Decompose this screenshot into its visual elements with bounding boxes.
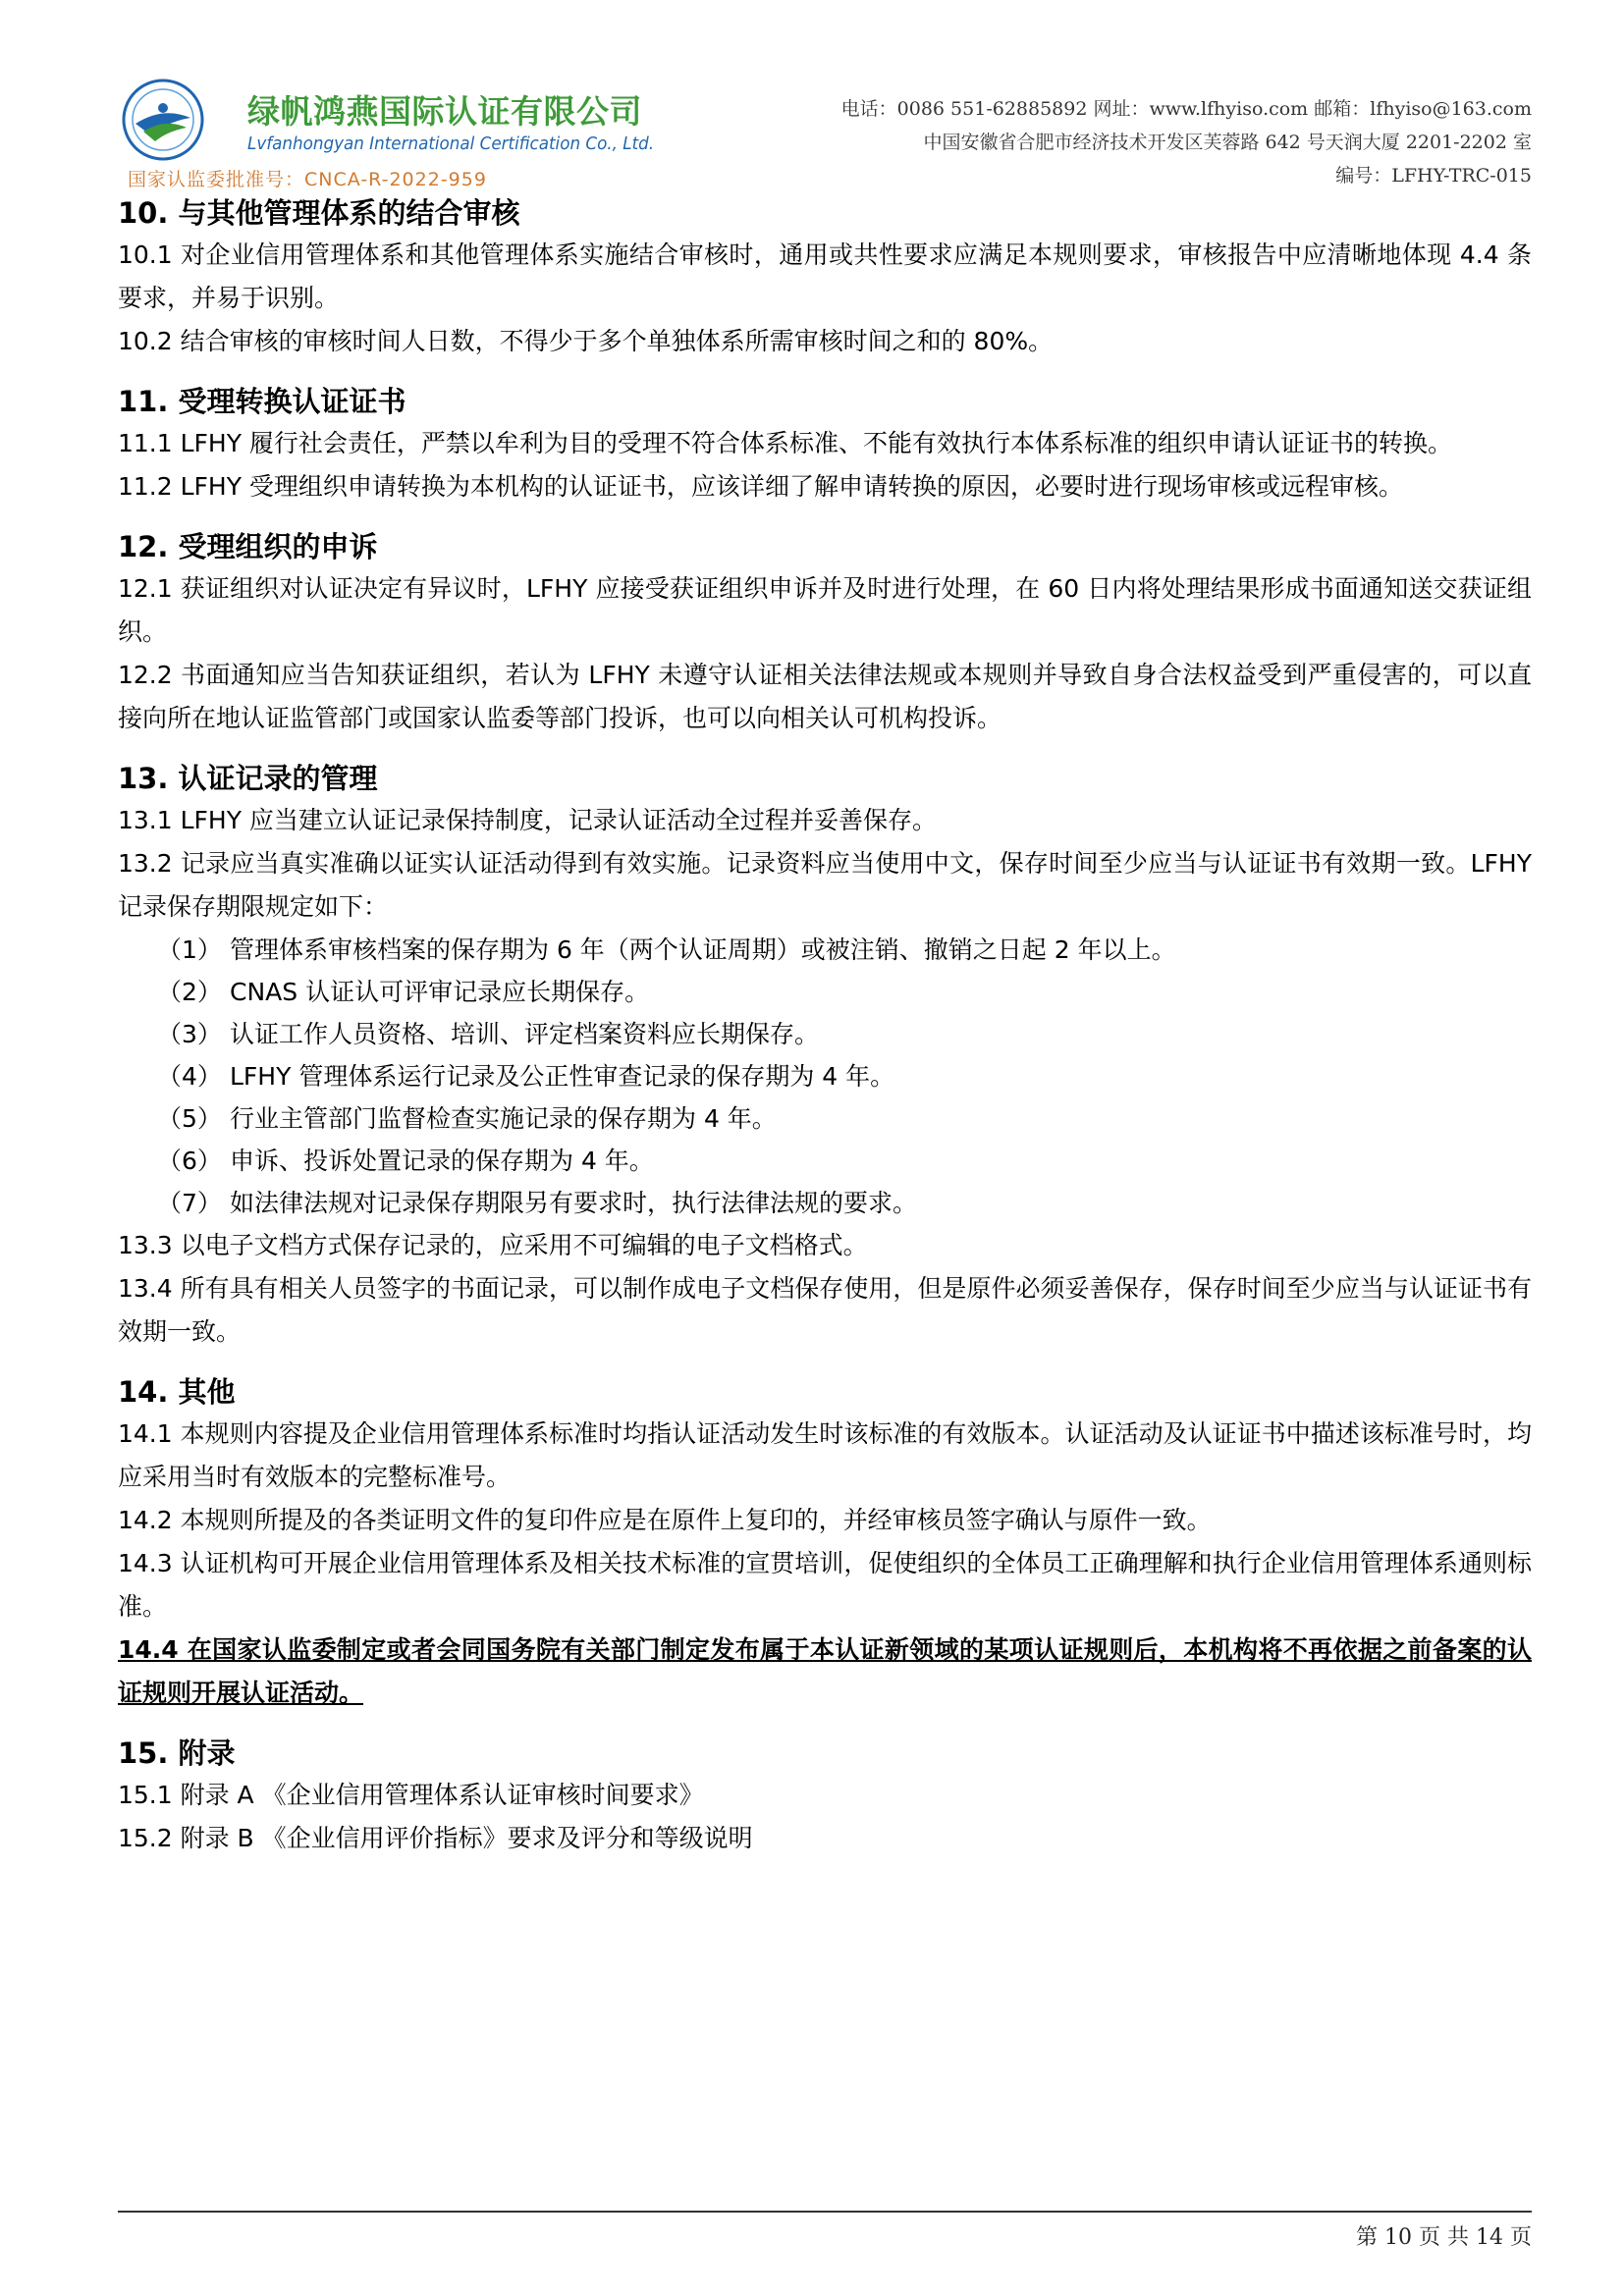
clause-13-4: 13.4 所有具有相关人员签字的书面记录，可以制作成电子文档保存使用，但是原件必须妥善保存，保存时间至少应当与认证证书有效期一致。 [118,1274,1532,1346]
document-body [118,192,1532,1860]
page-number: 第 10 页 共 14 页 [1356,2225,1532,2250]
clause-11-1: 11.1 LFHY 履行社会责任，严禁以牟利为目的受理不符合体系标准、不能有效执行本体系标准的组织申请认证证书的转换。 [118,429,1452,457]
list-item [118,1055,1532,1097]
approval-number: 国家认监委批准号：CNCA-R-2022-959 [128,169,487,190]
clause-14-4-text: 14.4 在国家认监委制定或者会同国务院有关部门制定发布属于本认证新领域的某项认证规则后，本机构将不再依据之前备案的认证规则开展认证活动。 [118,1635,1533,1707]
list-item-text: 认证工作人员资格、培训、评定档案资料应长期保存。 [230,1020,820,1048]
list-item-text: 行业主管部门监督检查实施记录的保存期为 4 年。 [230,1104,777,1133]
list-item-text: 管理体系审核档案的保存期为 6 年（两个认证周期）或被注销、撤销之日起 2 年以上。 [230,935,1176,964]
list-item-text: LFHY 管理体系运行记录及公正性审查记录的保存期为 4 年。 [230,1062,895,1091]
list-item [118,1182,1532,1224]
list-item-number: （1） [157,935,222,964]
list-item-number: （6） [157,1147,222,1175]
clause-10-1: 10.1 对企业信用管理体系和其他管理体系实施结合审核时，通用或共性要求应满足本规则要求，审核报告中应清晰地体现 4.4 条要求，并易于识别。 [118,240,1532,312]
clause-14-2: 14.2 本规则所提及的各类证明文件的复印件应是在原件上复印的，并经审核员签字确认与原件一致。 [118,1506,1212,1534]
clause-13-3: 13.3 以电子文档方式保存记录的，应采用不可编辑的电子文档格式。 [118,1231,868,1259]
list-item-text: CNAS 认证认可评审记录应长期保存。 [230,978,650,1006]
clause-14-4 [118,1629,1532,1715]
list-item-number: （7） [157,1189,222,1217]
section-title-14: 14. 其他 [118,1375,236,1409]
list-item [118,971,1532,1013]
list-item [118,929,1532,971]
clause-14-3: 14.3 认证机构可开展企业信用管理体系及相关技术标准的宣贯培训，促使组织的全体员工正确理解和执行企业信用管理体系通则标准。 [118,1549,1532,1621]
retention-list [118,929,1532,1224]
appendix-a: 15.1 附录 A 《企业信用管理体系认证审核时间要求》 [118,1781,704,1809]
company-logo-icon [122,79,204,161]
document-number: 编号：LFHY-TRC-015 [1335,165,1532,187]
company-name-cn: 绿帆鸿燕国际认证有限公司 [247,92,642,131]
list-item [118,1140,1532,1182]
clause-13-1: 13.1 LFHY 应当建立认证记录保持制度，记录认证活动全过程并妥善保存。 [118,806,937,834]
list-item-text: 如法律法规对记录保存期限另有要求时，执行法律法规的要求。 [230,1189,918,1217]
list-item [118,1097,1532,1140]
clause-11-2: 11.2 LFHY 受理组织申请转换为本机构的认证证书，应该详细了解申请转换的原因，必要时进行现场审核或远程审核。 [118,472,1403,501]
address-line: 中国安徽省合肥市经济技术开发区芙蓉路 642 号天润大厦 2201-2202 室 [923,132,1532,153]
clause-10-2: 10.2 结合审核的审核时间人日数，不得少于多个单独体系所需审核时间之和的 80%。 [118,327,1054,355]
footer-divider [118,2211,1532,2213]
clause-12-2: 12.2 书面通知应当告知获证组织，若认为 LFHY 未遵守认证相关法律法规或本规则并导致自身合法权益受到严重侵害的，可以直接向所在地认证监管部门或国家认监委等部门投诉，也可以向相关认可机构投诉。 [118,661,1532,732]
page-header [118,71,1532,188]
list-item-number: （4） [157,1062,222,1091]
list-item-number: （5） [157,1104,222,1133]
list-item [118,1013,1532,1055]
section-title-12: 12. 受理组织的申诉 [118,530,378,563]
list-item-number: （3） [157,1020,222,1048]
list-item-text: 申诉、投诉处置记录的保存期为 4 年。 [230,1147,654,1175]
section-title-13: 13. 认证记录的管理 [118,762,378,795]
clause-12-1: 12.1 获证组织对认证决定有异议时，LFHY 应接受获证组织申诉并及时进行处理，在 60 日内将处理结果形成书面通知送交获证组织。 [118,574,1532,646]
section-title-15: 15. 附录 [118,1736,236,1770]
appendix-b: 15.2 附录 B 《企业信用评价指标》要求及评分和等级说明 [118,1824,753,1852]
list-item-number: （2） [157,978,222,1006]
contact-line: 电话：0086 551-62885892 网址：www.lfhyiso.com 邮箱：lfhyiso@163.com [840,98,1532,120]
section-title-11: 11. 受理转换认证证书 [118,385,406,418]
contact-block [841,92,1532,192]
clause-14-1: 14.1 本规则内容提及企业信用管理体系标准时均指认证活动发生时该标准的有效版本。认证活动及认证证书中描述该标准号时，均应采用当时有效版本的完整标准号。 [118,1419,1532,1491]
company-name-en: Lvfanhongyan International Certification Co., Ltd. [247,133,655,154]
clause-13-2: 13.2 记录应当真实准确以证实认证活动得到有效实施。记录资料应当使用中文，保存时间至少应当与认证证书有效期一致。LFHY 记录保存期限规定如下： [118,849,1532,921]
section-title-10: 10. 与其他管理体系的结合审核 [118,196,520,230]
